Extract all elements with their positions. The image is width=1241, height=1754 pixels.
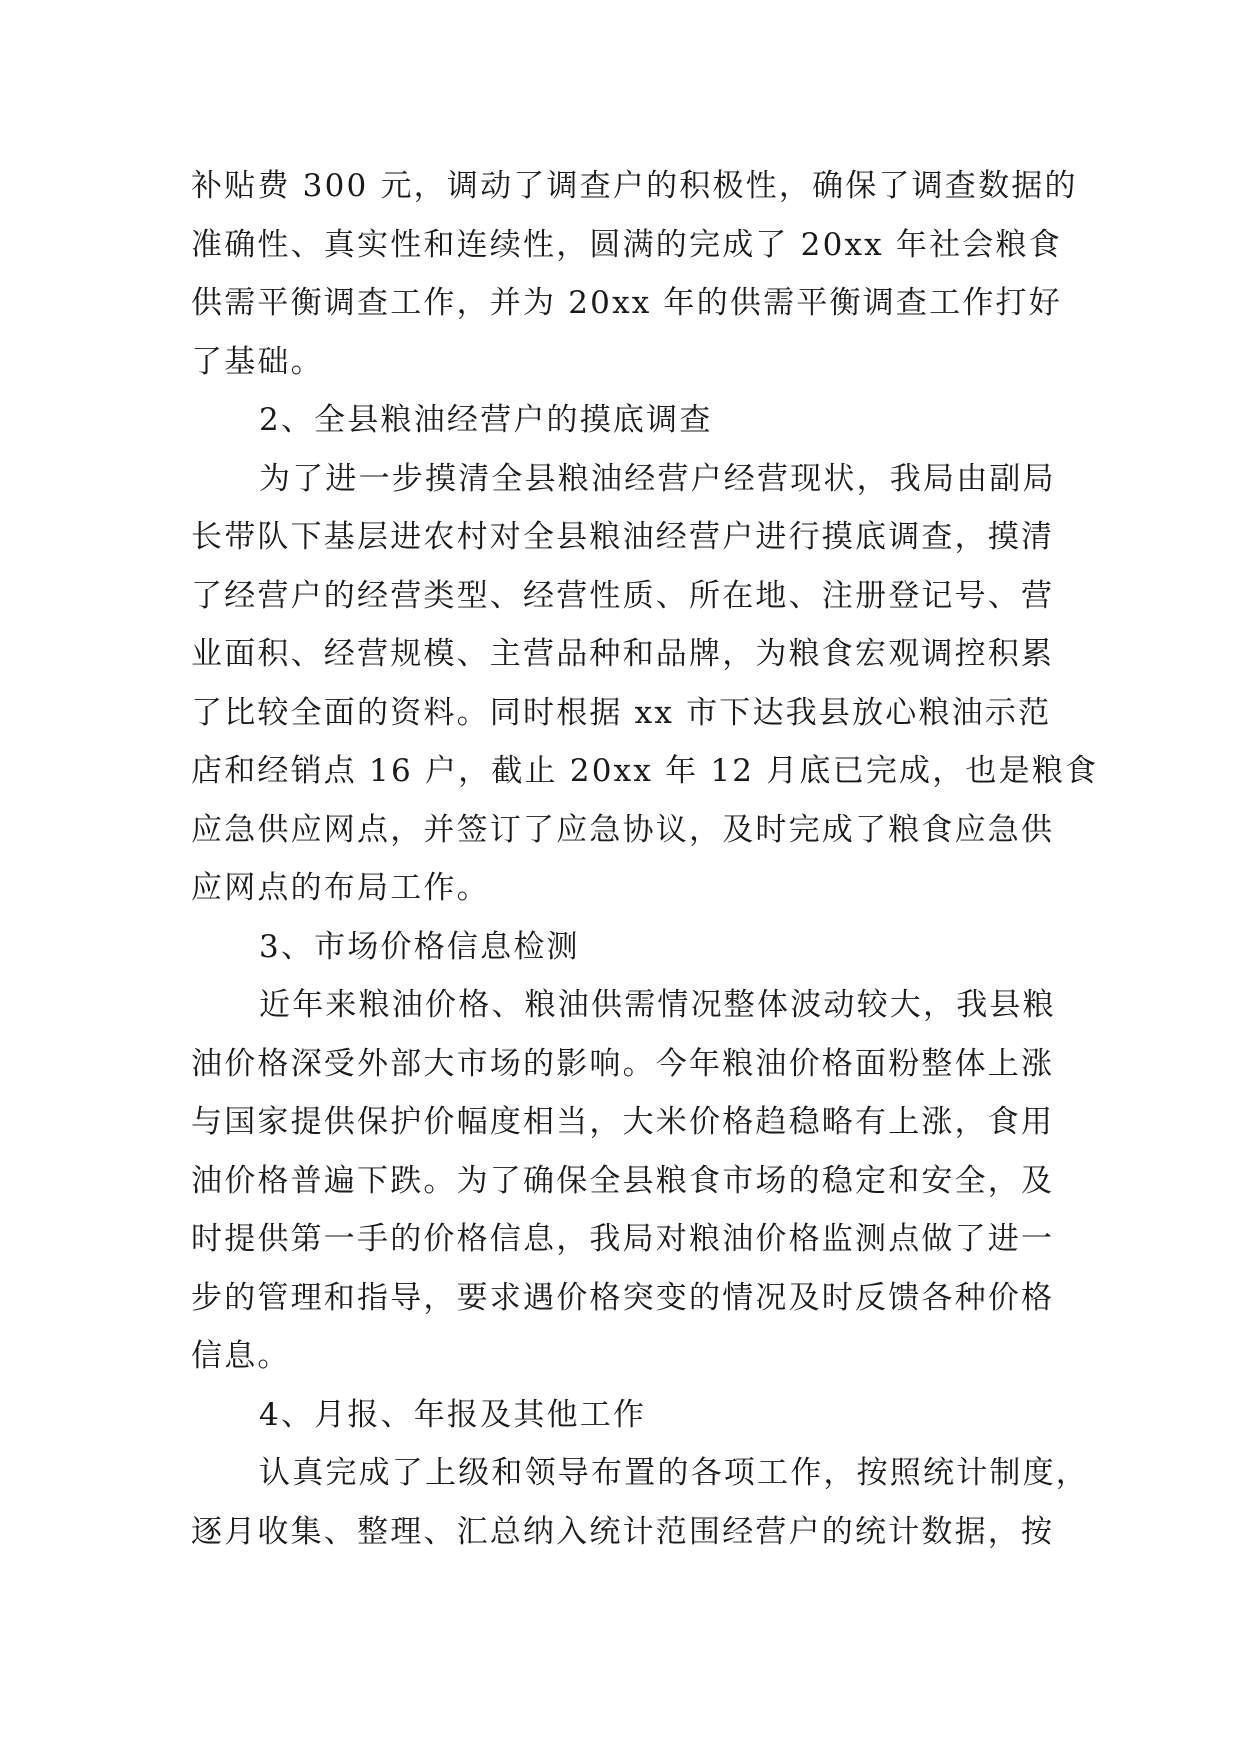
paragraph-line: 供需平衡调查工作，并为 20xx 年的供需平衡调查工作打好 (191, 285, 1062, 321)
paragraph-line: 步的管理和指导，要求遇价格突变的情况及时反馈各种价格 (191, 1279, 1055, 1316)
paragraph-line: 逐月收集、整理、汇总纳入统计范围经营户的统计数据，按 (191, 1513, 1055, 1550)
paragraph-line: 与国家提供保护价幅度相当，大米价格趋稳略有上涨，食用 (191, 1104, 1055, 1140)
paragraph-line: 长带队下基层进农村对全县粮油经营户进行摸底调查，摸清 (191, 519, 1055, 555)
paragraph-line: 了经营户的经营类型、经营性质、所在地、注册登记号、营 (191, 577, 1055, 614)
section-heading: 2、全县粮油经营户的摸底调查 (259, 402, 713, 438)
section-heading: 4、月报、年报及其他工作 (259, 1396, 647, 1433)
paragraph-line: 认真完成了上级和领导布置的各项工作，按照统计制度， (259, 1455, 1089, 1491)
paragraph-line: 应急供应网点，并签订了应急协议，及时完成了粮食应急供 (191, 811, 1055, 848)
section-heading: 3、市场价格信息检测 (259, 928, 580, 965)
paragraph-line: 业面积、经营规模、主营品种和品牌，为粮食宏观调控积累 (191, 636, 1055, 672)
paragraph-line: 油价格深受外部大市场的影响。今年粮油价格面粉整体上涨 (191, 1045, 1055, 1082)
paragraph-line: 信息。 (191, 1338, 291, 1374)
paragraph-line: 了基础。 (191, 343, 324, 380)
document-body (191, 157, 1099, 1561)
paragraph-line: 应网点的布局工作。 (191, 870, 490, 906)
paragraph-line: 准确性、真实性和连续性，圆满的完成了 20xx 年社会粮食 (191, 226, 1062, 263)
paragraph-line: 为了进一步摸清全县粮油经营户经营现状，我局由副局 (259, 460, 1056, 497)
paragraph-line: 了比较全面的资料。同时根据 xx 市下达我县放心粮油示范 (191, 694, 1052, 731)
paragraph-line: 店和经销点 16 户，截止 20xx 年 12 月底已完成，也是粮食 (191, 753, 1099, 789)
paragraph-line: 补贴费 300 元，调动了调查户的积极性，确保了调查数据的 (191, 168, 1078, 204)
paragraph-line: 时提供第一手的价格信息，我局对粮油价格监测点做了进一 (191, 1221, 1055, 1257)
paragraph-line: 油价格普遍下跌。为了确保全县粮食市场的稳定和安全，及 (191, 1162, 1055, 1199)
paragraph-line: 近年来粮油价格、粮油供需情况整体波动较大，我县粮 (259, 987, 1056, 1023)
